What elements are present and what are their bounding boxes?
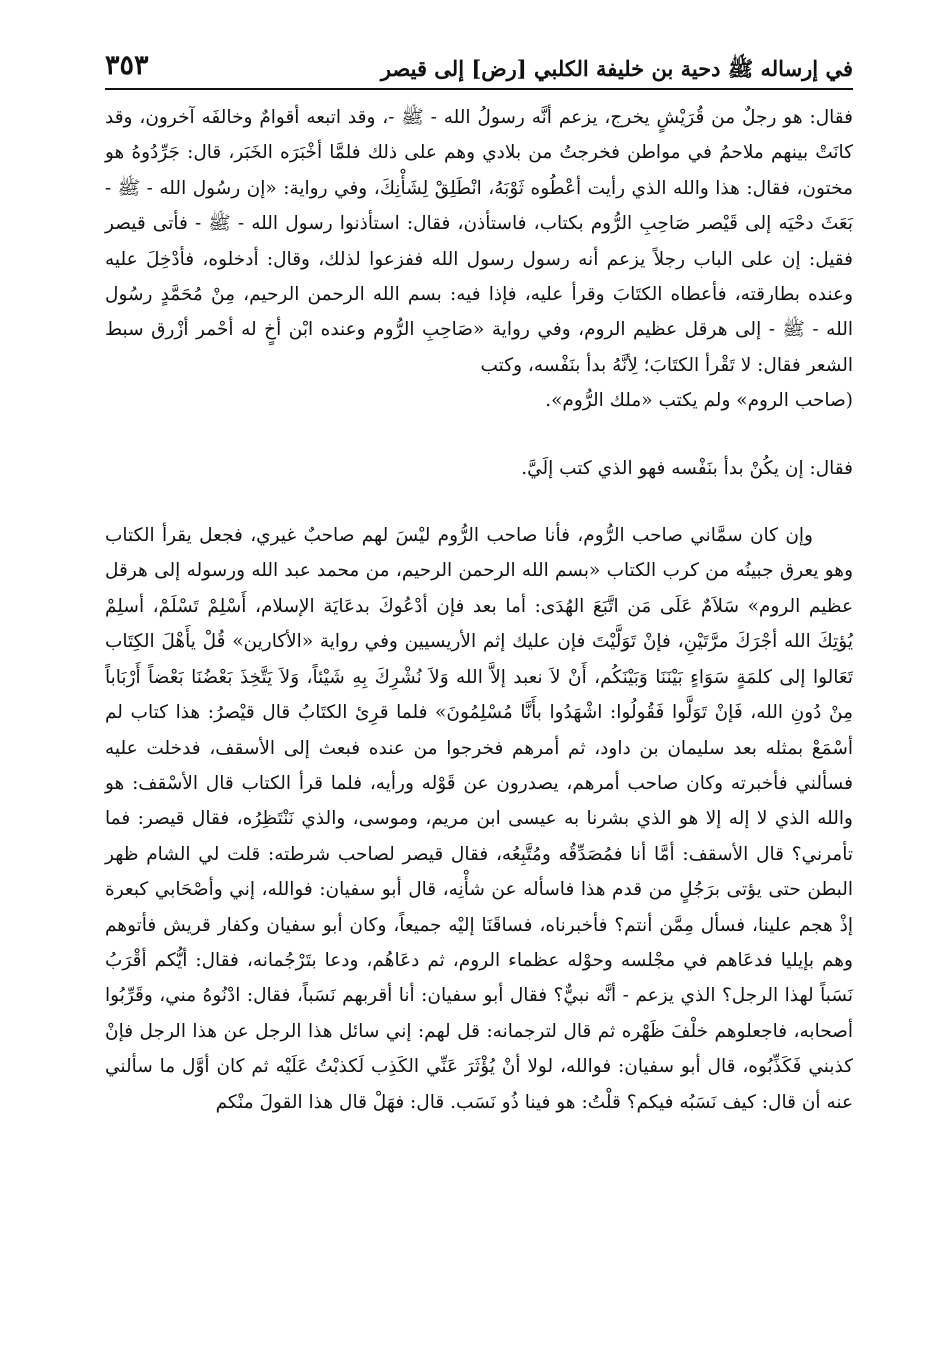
paragraph-1-text: فقال: هو رجلٌ من قُرَيْشٍ يخرج، يزعم أنَّه رسولُ الله - ﷺ -، وقد اتبعه أقوامٌ وخالفَه آخرون، وقد كانَتْ بينهم ملاحمُ في مواطن فخرجتُ من بلادي وهم على ذلك فلمَّا أخْبَرَه الخَبَر، قال: جَرِّدُوهُ هو مختون، فقال: هذا والله الذي رأيت أعْطُوه ثَوْبَهُ، انْطَلِقْ لِشَأْنِكَ، وفي رواية: «إن رسُول الله - ﷺ - بَعَثَ دحْيَه إلى قَيْصر صَاحِبِ الرُّوم بكتاب، فاستأذن، فقال: استأذنوا رسول الله - ﷺ - فأتى قيصر فقيل: إن على الباب رجلاً يزعم أنه رسول رسول الله ففزعوا لذلك، وقال: أدخلوه، فأدْخِلَ عليه وعنده بطارقته، فأعطاه الكتَابَ وقرأ عليه، فإذا فيه: بسم الله الرحمن الرحيم، مِنْ مُحَمَّدٍ رسُول الله - ﷺ - إلى هرقل عظيم الروم، وفي رواية «صَاحِبِ الرُّوم وعنده ابْن أخٍ له أحْمر أزْرق سبط الشعر فقال: لا تَقْرأ الكتَابَ؛ لِأنَّهُ بدأ بنَفْسه، وكتب [105,107,853,376]
paragraph-1-last-line: (صاحب الروم» ولم يكتب «ملك الرُّوم». [545,390,853,412]
paragraph-2: فقال: إن يكُنْ بدأ بنَفْسه فهو الذي كتب إلَيَّ. [521,457,853,479]
paragraph-3: وإن كان سمَّاني صاحب الرُّوم، فأنا صاحب الرُّوم ليْسَ لهم صاحبٌ غيري، فجعل يقرأ الكتاب وهو يعرق جبينُه من كرب الكتاب «بسم الله الرحمن الرحيم، من محمد عبد الله ورسوله إلى هرقل عظيم الروم» سَلاَمٌ عَلَى مَن اتَّبَعَ الهُدَى: أما بعد فإن أدْعُوكَ بدعَايَة الإسلام، أَسْلِمْ تَسْلَمْ، أسلِمْ يُؤتِكَ الله أجْرَكَ مرَّتَيْنِ، فإنْ تَوَلَّيْتَ فإن عليك إثم الأريسيين وفي رواية «الأكارين» قُلْ يأَهْلَ الكِتَاب تَعَالوا إلى كلمَةٍ سَوَاءٍ بَيْنَنَا وَبَيْنَكُم، أَنْ لاَ نعبد إلاَّ الله وَلاَ نُشْرِكَ بِهِ شَيْئاً، وَلاَ يَتَّخِذَ بَعْضُنَا بَعْضاً أَرْبَاباً مِنْ دُونِ الله، فَإنْ تَوَلَّوا فَقُولُوا: اشْهَدُوا بأَنَّا مُسْلِمُونَ» فلما قرِئ الكتَابُ قال قيْصرُ: هذا كتاب لم أسْمَعْ بمثله بعد سليمان بن داود، ثم أمرهم فخرجوا من عنده فبعث إلى الأسقف، فدخلت عليه فسألني فأخبرته وكان صاحب أمرهم، يصدرون عن قَوْله ورأيه، فلما قرأ الكتاب قال الأسْقف: هو والله الذي لا إله إلا هو الذي بشرنا به عيسى ابن مريم، وموسى، والذي نَنْتَظِرُه، فقال قيصر: فما تأمرني؟ قال الأسقف: أمَّا أنا فمُصَدِّقُه ومُتَّبِعُه، فقال قيصر لصاحب شرطته: قلت لي الشام ظهر البطن حتى يؤتى برَجُلٍ من قدم هذا فاسأله عن شأْنِه، قال أبو سفيان: فوالله، إني وأصْحَابي كبعرة إذْ هجم علينا، فسأل مِمَّن أنتم؟ فأخبرناه، فساقَنَا إليْه جميعاً، وكان أبو سفيان وكفار قريش فأتوهم وهم بإيليا فدعَاهم في مجْلسه وحوْله عظماء الروم، ثم دعَاهُم، ودعا بتَرْجُمانه، فقال: أيُّكم أقْرَبُ نَسَباً لهذا الرجل؟ الذي يزعم - أنَّه نبيٌّ؟ فقال أبو سفيان: أنا أقربهم نَسَباً، فقال: ادْنُوهُ مني، وقَرِّبُوا أصحابه، فاجعلوهم خلْفَ ظَهْره ثم قال لترجمانه: قل لهم: إني سائل هذا الرجل عن هذا الرجل فإنْ كذبني فَكَذِّبُوه، قال أبو سفيان: فوالله، لولا أنْ يُؤْثَرَ عَنِّي الكَذِب لَكذبْتُ عَلَيْه ثم كان أوَّل ما سألني عنه أن قال: كيف نَسَبُه فيكم؟ قلْتُ: هو فينا ذُو نَسَب. قال: فهَلْ قال هذا القولَ منْكم [105,525,853,1113]
paragraph-1 [105,100,853,419]
running-title: في إرساله ﷺ دحية بن خليفة الكلبي [رض] إلى قيصر [380,56,853,81]
page-header [105,40,853,90]
body-text [105,100,853,1120]
page-number: ٣٥٣ [105,50,149,81]
